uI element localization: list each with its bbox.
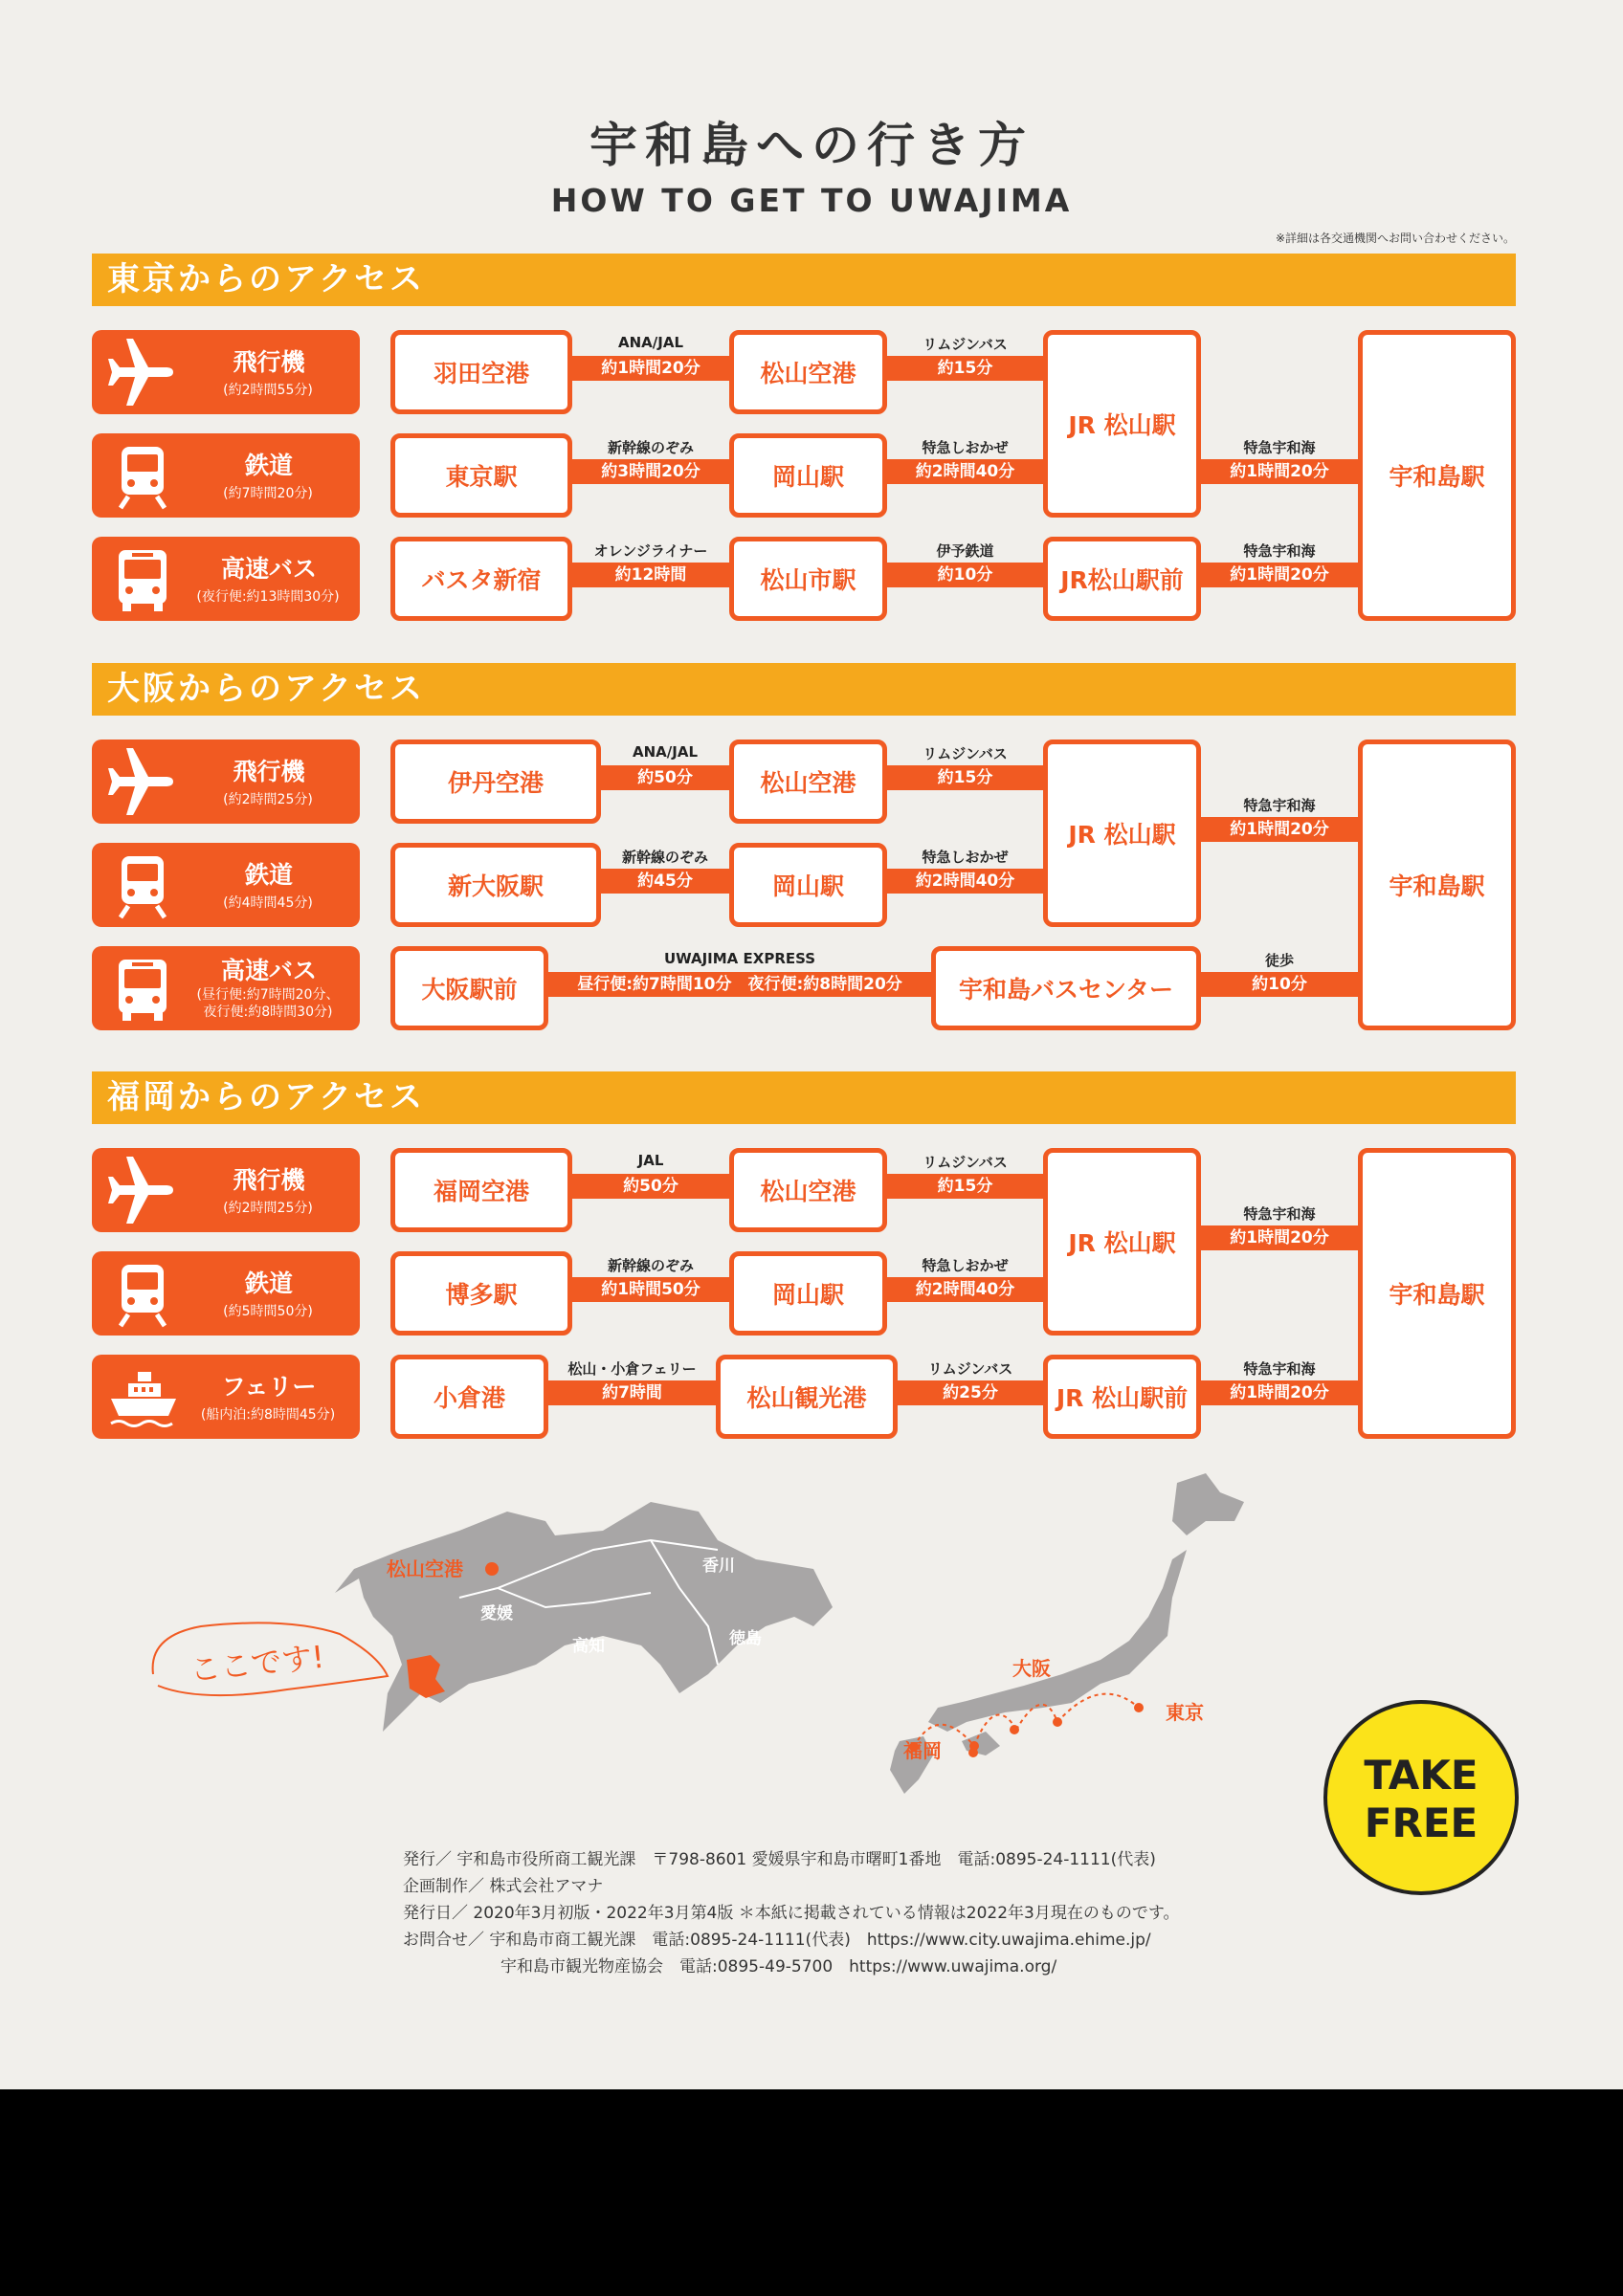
footer-publisher: 発行／ 宇和島市役所商工観光課 〒798-8601 愛媛県宇和島市曙町1番地 電話:0895-24-1111(代表) bbox=[403, 1850, 1156, 1869]
leg1-time: 約1時間20分 bbox=[572, 356, 729, 381]
airplane-icon bbox=[105, 334, 180, 410]
hub-station: JR 松山駅 bbox=[1043, 740, 1201, 927]
footer-issue-date: 発行日／ 2020年3月初版・2022年3月第4版 ＊本紙に掲載されている情報は2022年3月現在のものです。 bbox=[403, 1904, 1180, 1923]
mode-tile bbox=[92, 330, 360, 414]
leg1-time: 約3時間20分 bbox=[572, 459, 729, 484]
footer-info bbox=[403, 1846, 1180, 1980]
leg3-label: 特急宇和海 bbox=[1243, 1360, 1316, 1378]
leg1-label: 新幹線のぞみ bbox=[621, 849, 708, 866]
leg1-label: UWAJIMA EXPRESS bbox=[663, 950, 816, 967]
transfer-station: 岡山駅 bbox=[729, 433, 887, 518]
take-free-badge bbox=[1323, 1700, 1519, 1895]
leg2-time: 約25分 bbox=[898, 1380, 1043, 1405]
leg2-label: リムジンバス bbox=[923, 336, 1008, 353]
origin-station: 大阪駅前 bbox=[390, 946, 548, 1030]
train-icon bbox=[105, 437, 180, 514]
mode-tile bbox=[92, 433, 360, 518]
transfer-station-2: JR 松山駅前 bbox=[1043, 1355, 1201, 1439]
page-title: 宇和島への行き方 bbox=[589, 118, 1034, 173]
leg3-label: 特急宇和海 bbox=[1243, 542, 1316, 560]
hub-leg-time: 約1時間20分 bbox=[1201, 1225, 1358, 1250]
hub-leg-label: 特急宇和海 bbox=[1243, 1205, 1316, 1223]
origin-station: 小倉港 bbox=[390, 1355, 548, 1439]
mode-duration-line2: 夜行便:約8時間30分) bbox=[203, 1004, 333, 1020]
transfer-station: 松山空港 bbox=[729, 330, 887, 414]
inquiry-note: ※詳細は各交通機関へお問い合わせください。 bbox=[1275, 232, 1515, 245]
transfer-station: 松山観光港 bbox=[716, 1355, 898, 1439]
hub-leg-time: 約1時間20分 bbox=[1201, 817, 1358, 842]
transfer-station: 松山空港 bbox=[729, 1148, 887, 1232]
mode-duration: (夜行便:約13時間30分) bbox=[196, 589, 340, 605]
leg1-label: JAL bbox=[637, 1152, 664, 1169]
footer-contact-2: 宇和島市観光物産協会 電話:0895-49-5700 https://www.uwajima.org/ bbox=[403, 1957, 1057, 1976]
leg1-label: 新幹線のぞみ bbox=[607, 439, 694, 456]
mode-label: フェリー bbox=[221, 1373, 317, 1401]
train-icon bbox=[105, 847, 180, 923]
transfer-station: 松山空港 bbox=[729, 740, 887, 824]
mode-label: 飛行機 bbox=[233, 348, 305, 376]
mode-label: 鉄道 bbox=[244, 452, 293, 479]
leg3-time: 約1時間20分 bbox=[1201, 563, 1358, 587]
take-free-line2: FREE bbox=[1364, 1799, 1478, 1846]
hub-leg-time: 約1時間20分 bbox=[1201, 459, 1358, 484]
destination-station: 宇和島駅 bbox=[1358, 740, 1516, 1030]
origin-station: 羽田空港 bbox=[390, 330, 572, 414]
map-label-tokyo: 東京 bbox=[1166, 1701, 1204, 1724]
mode-duration-line1: (昼行便:約7時間20分、 bbox=[196, 987, 340, 1003]
mode-duration: (約2時間55分) bbox=[223, 383, 313, 398]
leg1-time: 約1時間50分 bbox=[572, 1277, 729, 1302]
leg1-label: 松山・小倉フェリー bbox=[567, 1360, 697, 1378]
destination-station: 宇和島駅 bbox=[1358, 330, 1516, 621]
leg2-label: リムジンバス bbox=[927, 1360, 1013, 1378]
map-label-ehime: 愛媛 bbox=[480, 1604, 513, 1623]
leg2-label: 徒歩 bbox=[1264, 952, 1294, 969]
mode-label: 鉄道 bbox=[244, 861, 293, 889]
transfer-station-2: JR松山駅前 bbox=[1043, 537, 1201, 621]
shikoku-map bbox=[335, 1502, 833, 1732]
bus-icon bbox=[105, 950, 180, 1027]
mode-label: 鉄道 bbox=[244, 1269, 293, 1297]
section-header: 大阪からのアクセス bbox=[92, 663, 1516, 716]
ferry-icon bbox=[105, 1358, 180, 1435]
leg1-label: ANA/JAL bbox=[633, 743, 698, 761]
transfer-station: 宇和島バスセンター bbox=[931, 946, 1201, 1030]
leg2-label: 特急しおかぜ bbox=[922, 1257, 1009, 1274]
leg2-label: リムジンバス bbox=[923, 745, 1008, 762]
hub-leg-label: 特急宇和海 bbox=[1243, 797, 1316, 814]
destination-station: 宇和島駅 bbox=[1358, 1148, 1516, 1439]
leg1-label: ANA/JAL bbox=[618, 334, 683, 351]
hub-station: JR 松山駅 bbox=[1043, 330, 1201, 518]
map-label-tokushima: 徳島 bbox=[729, 1629, 762, 1648]
hub-station: JR 松山駅 bbox=[1043, 1148, 1201, 1336]
mode-duration: (約4時間45分) bbox=[223, 895, 313, 911]
map-label-osaka: 大阪 bbox=[1012, 1657, 1051, 1680]
section-header: 東京からのアクセス bbox=[92, 254, 1516, 306]
mode-tile bbox=[92, 1355, 360, 1439]
japan-map bbox=[890, 1473, 1244, 1794]
take-free-line1: TAKE bbox=[1364, 1752, 1478, 1799]
mode-label: 高速バス bbox=[220, 555, 317, 583]
leg2-label: 伊予鉄道 bbox=[936, 542, 994, 560]
origin-station: バスタ新宿 bbox=[390, 537, 572, 621]
leg1-label: オレンジライナー bbox=[593, 542, 708, 560]
leg1-label: 新幹線のぞみ bbox=[607, 1257, 694, 1274]
train-icon bbox=[105, 1255, 180, 1332]
airplane-icon bbox=[105, 1152, 180, 1228]
map-label-kagawa: 香川 bbox=[702, 1556, 735, 1576]
leg2-time: 約2時間40分 bbox=[887, 1277, 1043, 1302]
mode-tile bbox=[92, 1148, 360, 1232]
leg2-label: リムジンバス bbox=[923, 1154, 1008, 1171]
leg2-time: 約15分 bbox=[887, 356, 1043, 381]
hub-leg-label: 特急宇和海 bbox=[1243, 439, 1316, 456]
leg3-time: 約1時間20分 bbox=[1201, 1380, 1358, 1405]
mode-duration: (約5時間50分) bbox=[223, 1304, 313, 1319]
mode-label: 飛行機 bbox=[233, 1166, 305, 1194]
leg1-time: 約45分 bbox=[601, 869, 729, 894]
bus-icon bbox=[105, 541, 180, 617]
leg2-label: 特急しおかぜ bbox=[922, 849, 1009, 866]
origin-station: 伊丹空港 bbox=[390, 740, 601, 824]
airplane-icon bbox=[105, 743, 180, 820]
leg2-label: 特急しおかぜ bbox=[922, 439, 1009, 456]
leg1-time: 昼行便:約7時間10分 夜行便:約8時間20分 bbox=[548, 972, 931, 997]
origin-station: 福岡空港 bbox=[390, 1148, 572, 1232]
mode-duration bbox=[176, 986, 360, 1021]
leg2-time: 約2時間40分 bbox=[887, 869, 1043, 894]
here-callout: ここです! bbox=[188, 1638, 326, 1689]
mode-duration: (船内泊:約8時間45分) bbox=[200, 1407, 336, 1423]
leg2-time: 約2時間40分 bbox=[887, 459, 1043, 484]
leg2-time: 約15分 bbox=[887, 1174, 1043, 1199]
origin-station: 東京駅 bbox=[390, 433, 572, 518]
leg1-time: 約50分 bbox=[601, 765, 729, 790]
mode-duration: (約2時間25分) bbox=[223, 792, 313, 807]
mode-tile bbox=[92, 537, 360, 621]
leg1-time: 約50分 bbox=[572, 1174, 729, 1199]
map-label-matsuyama-airport: 松山空港 bbox=[387, 1557, 463, 1580]
footer-contact: お問合せ／ 宇和島市商工観光課 電話:0895-24-1111(代表) https://www.city.uwajima.ehime.jp/ bbox=[403, 1931, 1151, 1950]
origin-station: 博多駅 bbox=[390, 1251, 572, 1336]
leg1-time: 約12時間 bbox=[572, 563, 729, 587]
mode-tile bbox=[92, 740, 360, 824]
footer-planning: 企画制作／ 株式会社アマナ bbox=[403, 1877, 604, 1896]
origin-station: 新大阪駅 bbox=[390, 843, 601, 927]
transfer-station: 岡山駅 bbox=[729, 1251, 887, 1336]
leg2-time: 約15分 bbox=[887, 765, 1043, 790]
leg2-time: 約10分 bbox=[887, 563, 1043, 587]
map-label-fukuoka: 福岡 bbox=[903, 1739, 942, 1762]
transfer-station: 岡山駅 bbox=[729, 843, 887, 927]
section-header: 福岡からのアクセス bbox=[92, 1071, 1516, 1124]
mode-label: 高速バス bbox=[220, 957, 317, 984]
mode-tile bbox=[92, 843, 360, 927]
transfer-station: 松山市駅 bbox=[729, 537, 887, 621]
page-subtitle: HOW TO GET TO UWAJIMA bbox=[550, 182, 1073, 219]
leg1-time: 約7時間 bbox=[548, 1380, 716, 1405]
mode-label: 飛行機 bbox=[233, 758, 305, 785]
mode-tile bbox=[92, 946, 360, 1030]
mode-tile bbox=[92, 1251, 360, 1336]
map-label-kochi: 高知 bbox=[572, 1637, 605, 1656]
mode-duration: (約7時間20分) bbox=[223, 486, 313, 501]
leg2-time: 約10分 bbox=[1201, 972, 1358, 997]
mode-duration: (約2時間25分) bbox=[223, 1201, 313, 1216]
